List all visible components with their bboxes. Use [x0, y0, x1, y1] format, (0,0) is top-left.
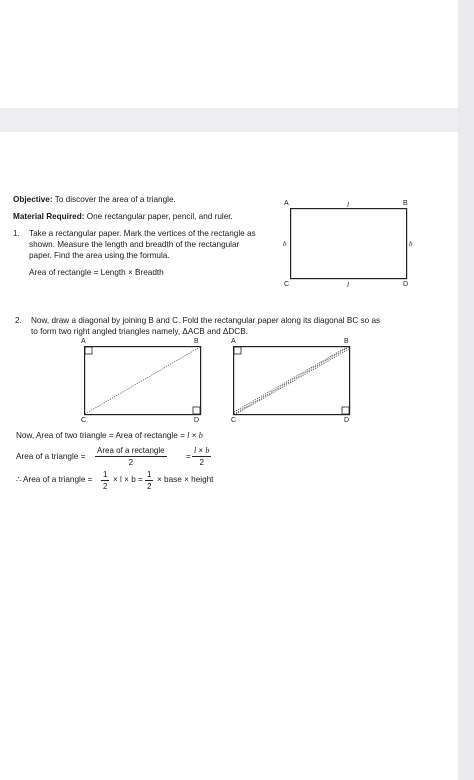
equation-area-two-triangles	[16, 431, 203, 442]
rectangle-figure	[290, 208, 408, 280]
eq2-lhs: Area of a triangle =	[16, 452, 86, 461]
top-blank-area	[0, 0, 474, 108]
eq2-num2-l: l	[194, 446, 197, 455]
eq3-two: 2	[103, 482, 108, 491]
step1-line-1: Take a rectangular paper. Mark the vertices of the rectangle as	[29, 229, 256, 238]
fig1-breadth-left: b	[283, 240, 287, 248]
eq2-num2-b: b	[205, 446, 210, 455]
fig1-vertex-a: A	[284, 200, 289, 207]
rectangle-outline	[291, 209, 407, 279]
step1-line-3: paper. Find the area using the formula.	[29, 251, 170, 260]
rectangle-diagonal-figure-2	[233, 346, 351, 416]
page-divider	[0, 108, 458, 132]
step1-formula: Area of rectangle = Length × Breadth	[29, 268, 164, 277]
objective-text: To discover the area of a triangle.	[54, 195, 176, 204]
fig2-vertex-c: C	[81, 417, 87, 424]
fig3-diagonal-3	[234, 347, 347, 412]
eq2-fraction-2	[192, 446, 211, 467]
fig2-diagonal-bc	[85, 347, 200, 414]
fig1-breadth-right: b	[409, 240, 413, 248]
eq3-fraction-half-2	[145, 470, 153, 491]
fig3-vertex-a: A	[231, 338, 236, 345]
step2-number: 2.	[15, 316, 22, 325]
fig3-right-angle-d	[342, 407, 349, 414]
eq3-mid: × l × b =	[113, 475, 143, 484]
fig2-right-angle-a	[85, 347, 92, 354]
eq2-fraction-1	[95, 446, 167, 467]
material-line	[13, 212, 233, 223]
fig3-diagonal-1	[234, 347, 349, 414]
objective-line	[13, 195, 176, 206]
rectangle-diagonal-figure-1	[84, 346, 202, 416]
step1-line-2: shown. Measure the length and breadth of the rectangular	[29, 240, 240, 249]
eq1-times: ×	[189, 431, 199, 440]
objective-label: Objective:	[13, 195, 53, 204]
eq3-lhs-text: Area of a triangle =	[23, 475, 93, 484]
scrollbar[interactable]	[458, 0, 474, 780]
fig3-vertex-c: C	[231, 417, 237, 424]
eq3-end: × base × height	[157, 475, 214, 484]
step2-line-1: Now, draw a diagonal by joining B and C. Fold the rectangular paper along its diagonal BC so as	[31, 316, 381, 325]
fig3-vertex-b: B	[344, 338, 349, 345]
material-label: Material Required:	[13, 212, 85, 221]
eq1-l: l	[187, 431, 190, 440]
fig1-vertex-b: B	[403, 200, 408, 207]
eq2-denominator: 2	[128, 458, 134, 467]
fig2-right-angle-d	[193, 407, 200, 414]
fig3-right-angle-a	[234, 347, 241, 354]
fig3-vertex-d: D	[344, 417, 350, 424]
fig2-vertex-a: A	[81, 338, 86, 345]
eq3-fraction-half-1	[101, 470, 109, 491]
eq1-b: b	[198, 431, 203, 440]
eq3-one: 1	[103, 470, 108, 479]
eq3-one-2: 1	[147, 470, 152, 479]
eq2-equals: =	[186, 452, 191, 461]
eq1-text: Now, Area of two triangle = Area of rectangle =	[16, 431, 188, 440]
worksheet-page	[0, 132, 458, 780]
therefore-symbol: ∴	[16, 475, 22, 484]
fig2-vertex-d: D	[194, 417, 200, 424]
fig1-vertex-d: D	[403, 281, 409, 288]
fig1-vertex-c: C	[284, 281, 290, 288]
fig3-diagonal-2	[236, 349, 349, 414]
fig1-length-top: l	[347, 201, 349, 209]
eq2-numerator: Area of a rectangle	[97, 446, 165, 455]
eq2-denominator-2: 2	[199, 458, 204, 467]
eq3-lhs	[16, 475, 92, 486]
fig2-vertex-b: B	[194, 338, 199, 345]
step2-line-2: to form two right angled triangles namely, ΔACB and ΔDCB.	[31, 327, 248, 336]
eq2-num2-times: ×	[196, 446, 206, 455]
fig1-length-bottom: l	[347, 281, 349, 289]
material-text: One rectangular paper, pencil, and ruler.	[86, 212, 233, 221]
eq3-two-2: 2	[147, 482, 152, 491]
step1-number: 1.	[13, 229, 20, 238]
